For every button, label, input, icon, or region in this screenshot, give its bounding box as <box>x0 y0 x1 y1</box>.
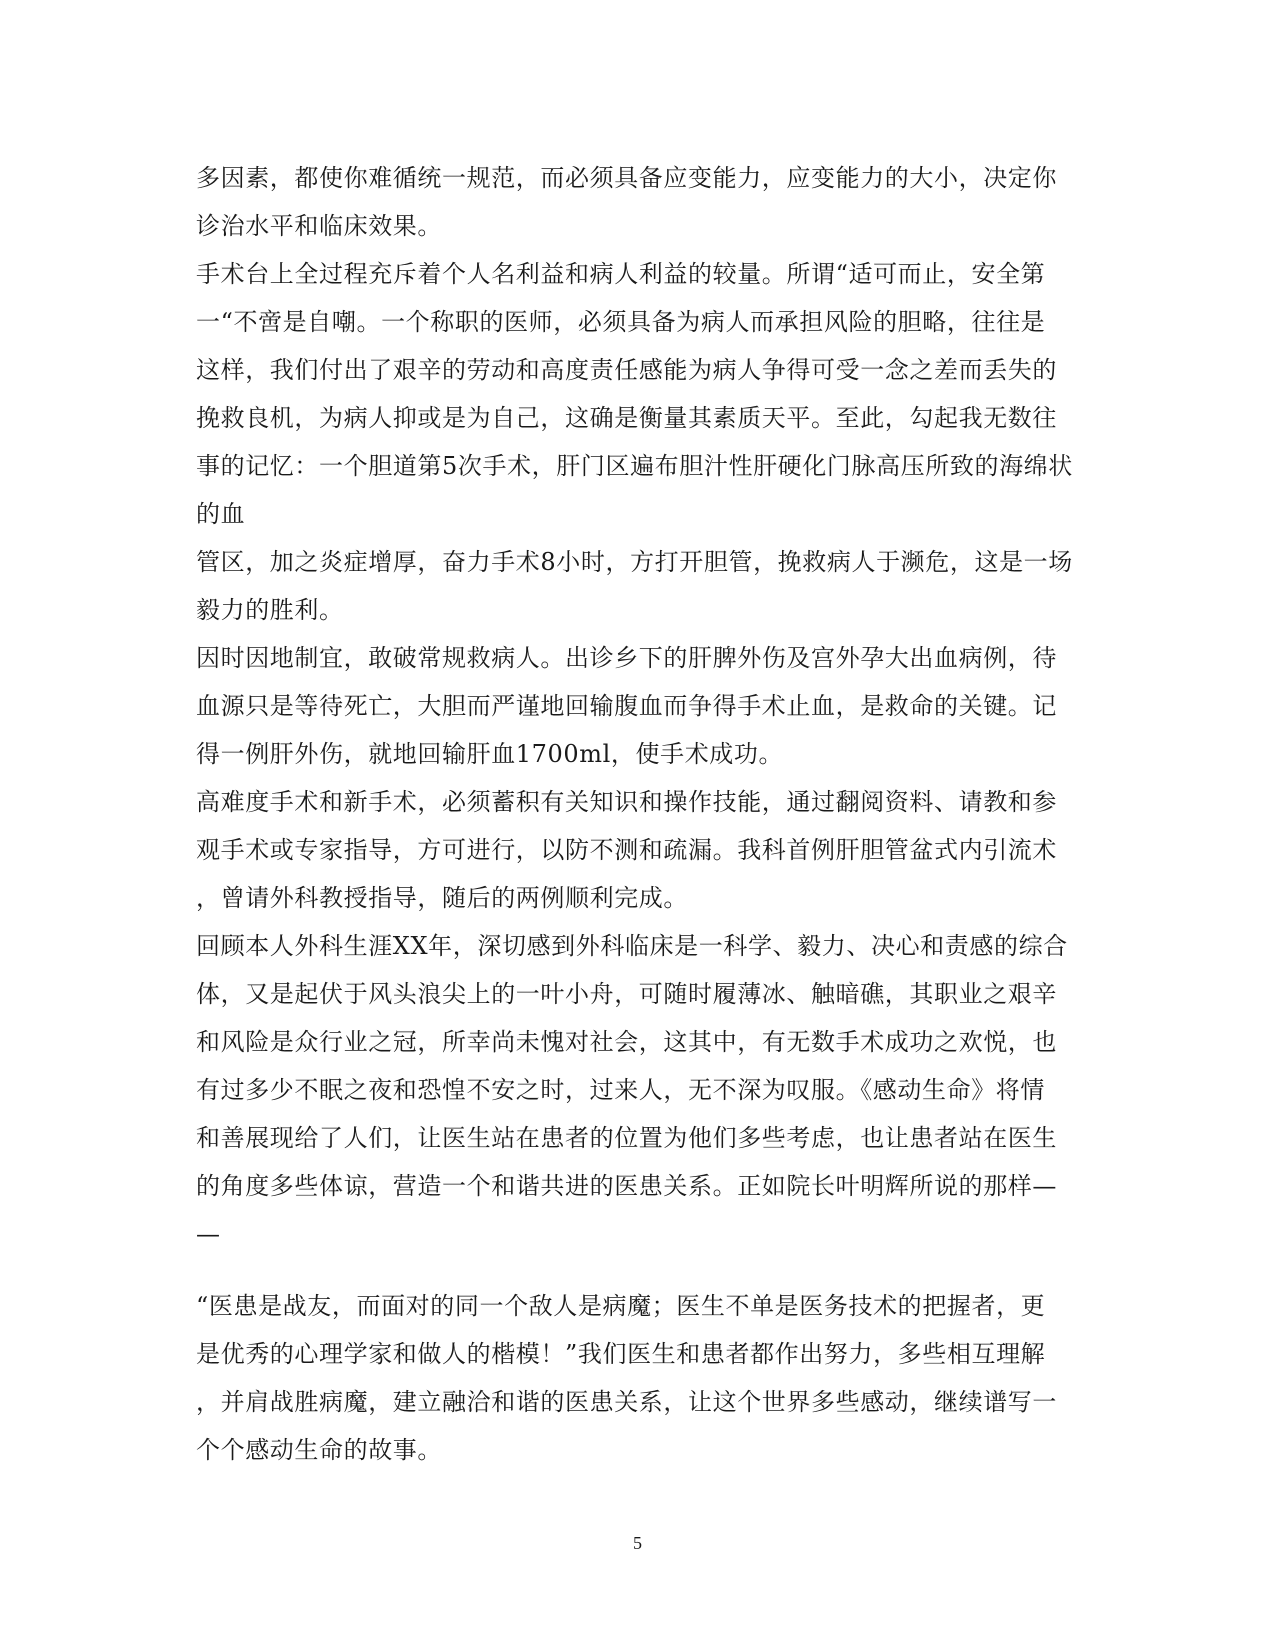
text-line: — <box>196 1220 221 1248</box>
text-line: 这样，我们付出了艰辛的劳动和高度责任感能为病人争得可受一念之差而丢失的 <box>196 356 1057 384</box>
text-line: 回顾本人外科生涯XX年，深切感到外科临床是一科学、毅力、决心和责感的综合 <box>196 932 1068 960</box>
text-line: 多因素，都使你难循统一规范，而必须具备应变能力，应变能力的大小，决定你 <box>196 164 1057 192</box>
text-line: ，曾请外科教授指导，随后的两例顺利完成。 <box>196 884 688 912</box>
text-line: 因时因地制宜，敢破常规救病人。出诊乡下的肝脾外伤及宫外孕大出血病例，待 <box>196 644 1057 672</box>
text-line: 是优秀的心理学家和做人的楷模！”我们医生和患者都作出努力，多些相互理解 <box>196 1340 1046 1368</box>
text-line: 毅力的胜利。 <box>196 596 344 624</box>
body-text <box>196 154 1086 1474</box>
text-line: 挽救良机，为病人抑或是为自己，这确是衡量其素质天平。至此，勾起我无数往 <box>196 404 1057 432</box>
text-line: 手术台上全过程充斥着个人名利益和病人利益的较量。所谓“适可而止，安全第 <box>196 260 1046 288</box>
text-line: 体，又是起伏于风头浪尖上的一叶小舟，可随时履薄冰、触暗礁，其职业之艰辛 <box>196 980 1057 1008</box>
page-number: 5 <box>633 1533 642 1553</box>
text-line: 高难度手术和新手术，必须蓄积有关知识和操作技能，通过翻阅资料、请教和参 <box>196 788 1057 816</box>
text-line: 管区，加之炎症增厚，奋力手术8小时，方打开胆管，挽救病人于濒危，这是一场 <box>196 548 1073 576</box>
text-line: 和风险是众行业之冠，所幸尚未愧对社会，这其中，有无数手术成功之欢悦，也 <box>196 1028 1057 1056</box>
text-line: 和善展现给了人们，让医生站在患者的位置为他们多些考虑，也让患者站在医生 <box>196 1124 1057 1152</box>
text-line: 个个感动生命的故事。 <box>196 1436 442 1464</box>
text-line: “医患是战友，而面对的同一个敌人是病魔；医生不单是医务技术的把握者，更 <box>196 1292 1046 1320</box>
text-line: 有过多少不眠之夜和恐惶不安之时，过来人，无不深为叹服。《感动生命》将情 <box>196 1076 1045 1104</box>
text-line: 诊治水平和临床效果。 <box>196 212 442 240</box>
text-line: ，并肩战胜病魔，建立融洽和谐的医患关系，让这个世界多些感动，继续谱写一 <box>196 1388 1057 1416</box>
text-line: 事的记忆：一个胆道第5次手术，肝门区遍布胆汁性肝硬化门脉高压所致的海绵状 <box>196 452 1073 480</box>
paragraph-gap <box>196 1258 1086 1282</box>
text-line: 血源只是等待死亡，大胆而严谨地回输腹血而争得手术止血，是救命的关键。记 <box>196 692 1057 720</box>
text-line: 观手术或专家指导，方可进行，以防不测和疏漏。我科首例肝胆管盆式内引流术 <box>196 836 1057 864</box>
text-line: 一“不啻是自嘲。一个称职的医师，必须具备为病人而承担风险的胆略，往往是 <box>196 308 1046 336</box>
text-line: 的角度多些体谅，营造一个和谐共进的医患关系。正如院长叶明辉所说的那样— <box>196 1172 1057 1200</box>
text-line: 的血 <box>196 500 246 528</box>
text-line: 得一例肝外伤，就地回输肝血1700ml，使手术成功。 <box>196 740 784 768</box>
